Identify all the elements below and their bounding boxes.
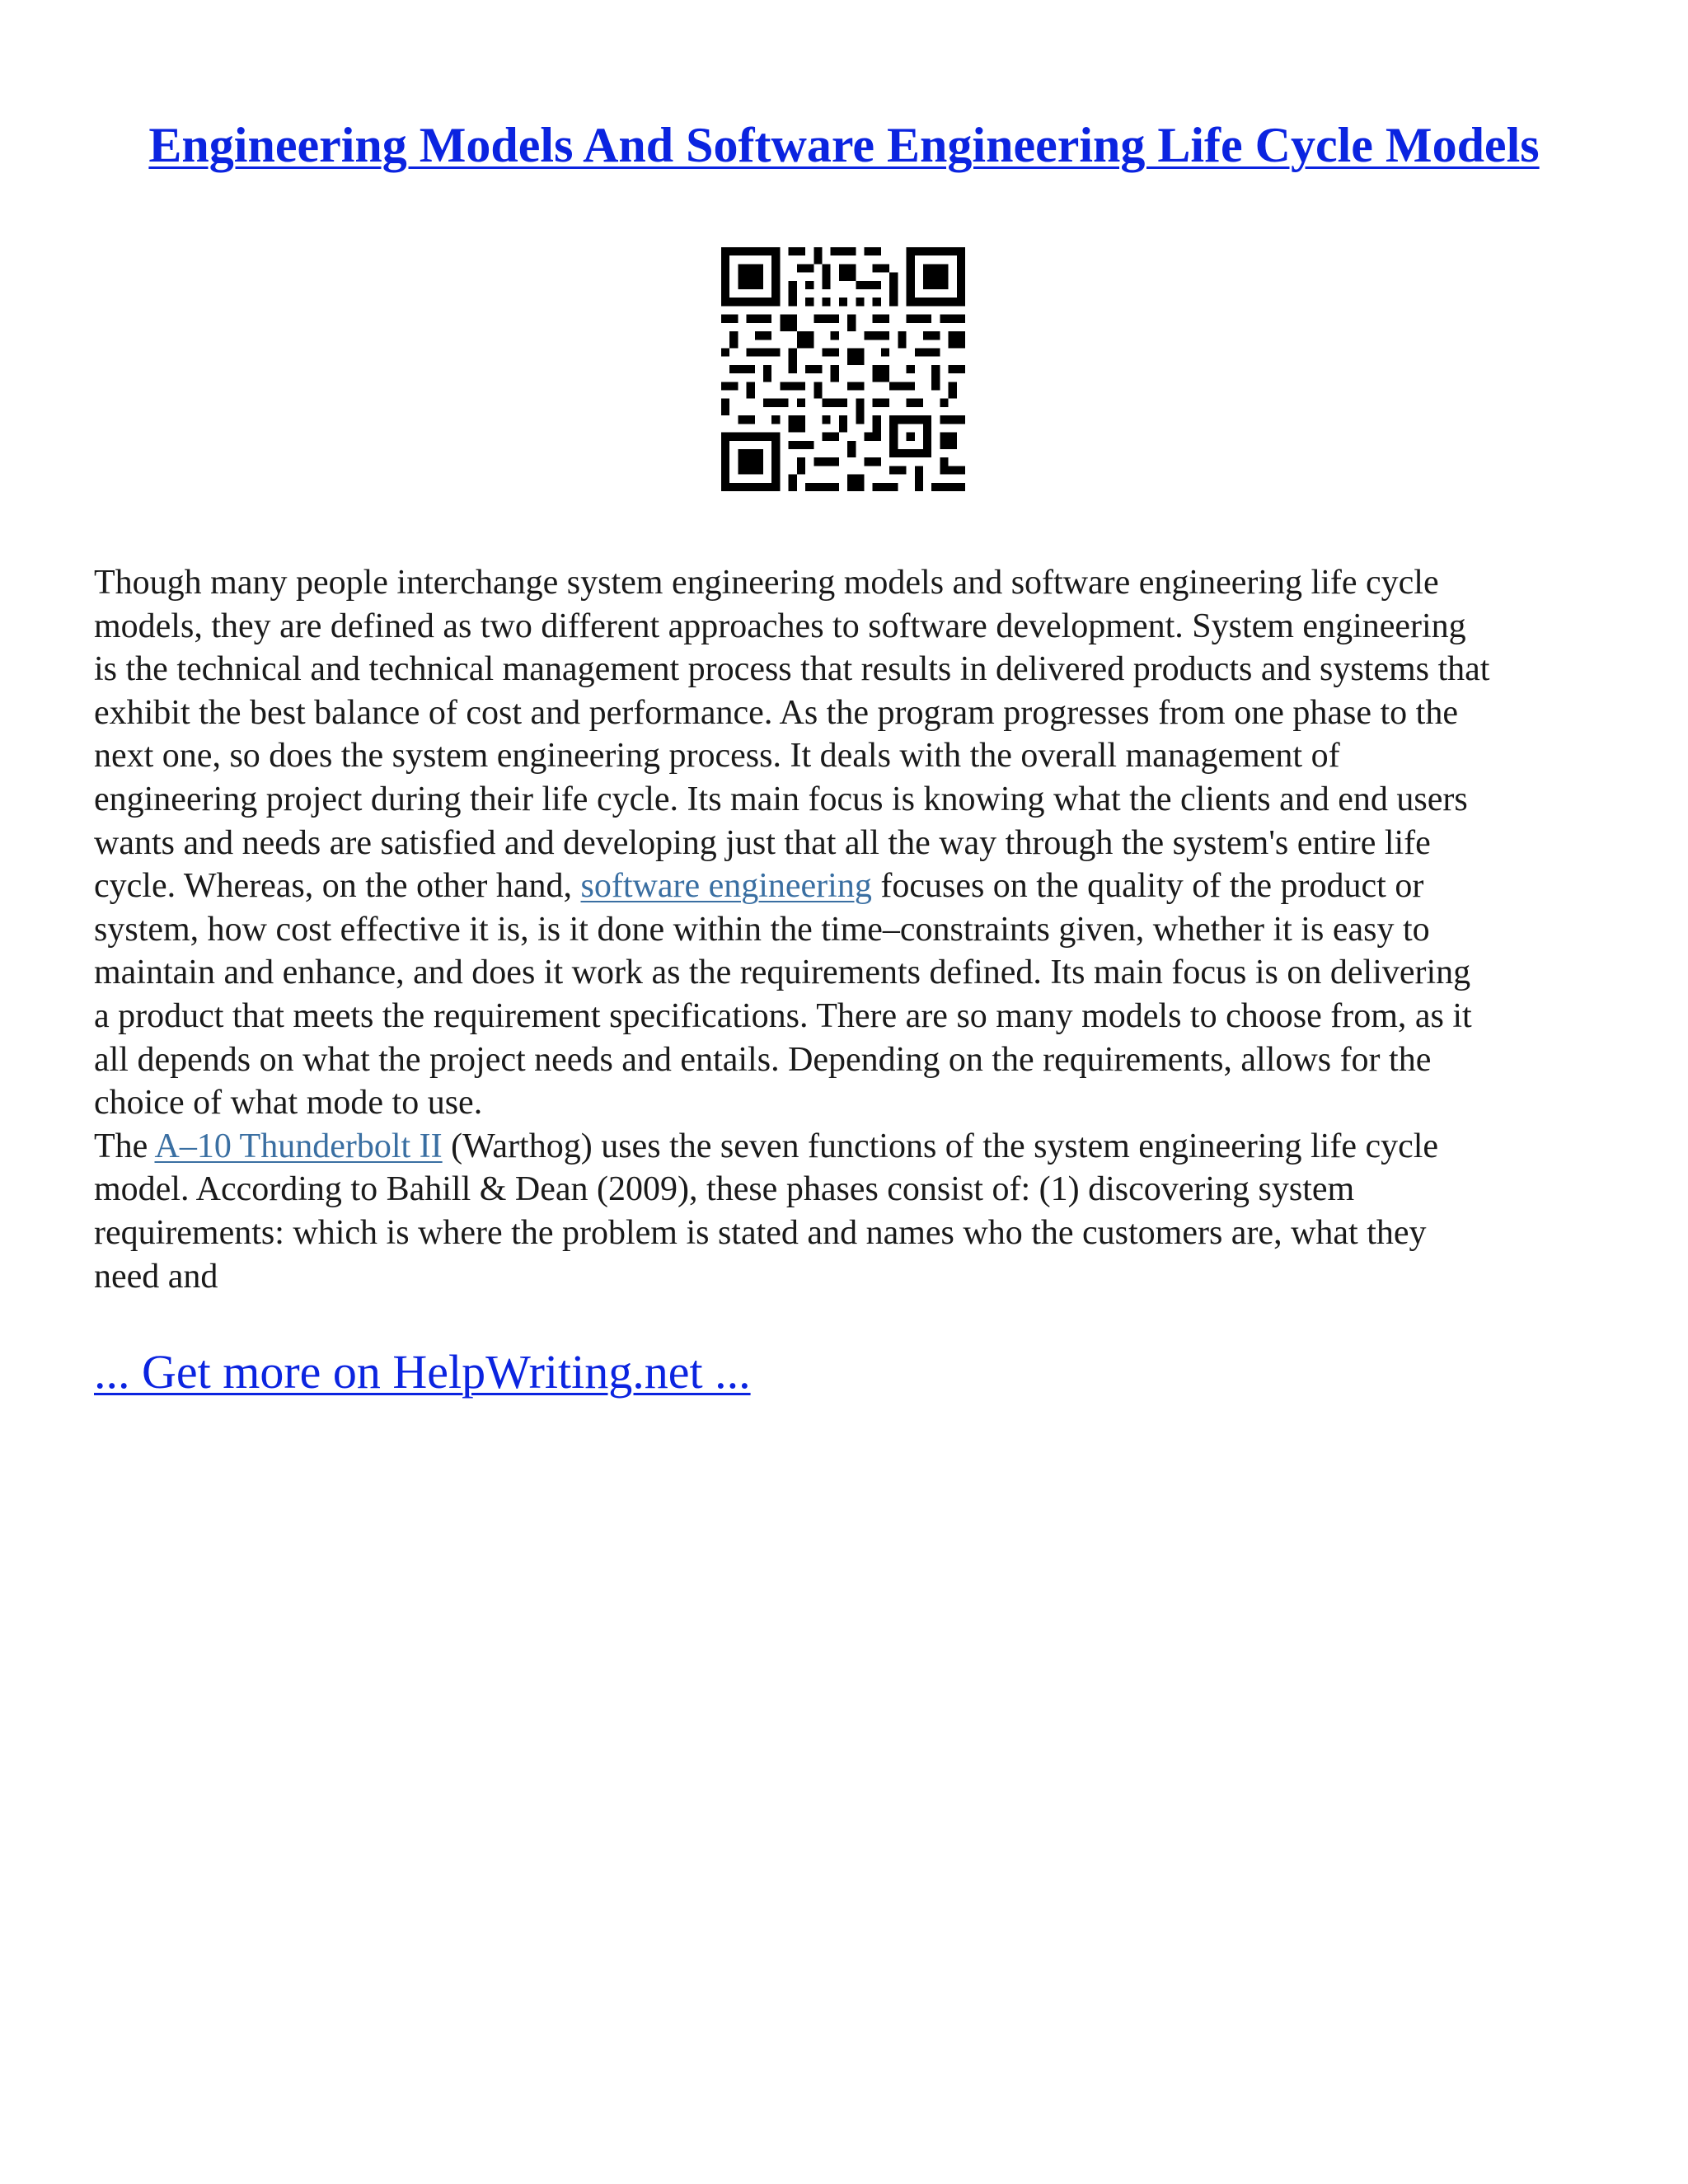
software-engineering-link[interactable]: software engineering (580, 867, 872, 906)
body-line: maintain and enhance, and does it work as the requirements defined. Its main focus is on delivering (94, 954, 1471, 992)
body-text-segment: cycle. Whereas, on the other hand, (94, 867, 581, 906)
body-line: models, they are defined as two different approaches to software development. System engineering (94, 607, 1466, 645)
body-line: engineering project during their life cycle. Its main focus is knowing what the clients and end users (94, 780, 1468, 818)
body-line: need and (94, 1257, 218, 1296)
body-line: requirements: which is where the problem is stated and names who the customers are, what they (94, 1213, 1427, 1252)
body-line (94, 865, 1602, 908)
body-line (94, 1125, 1602, 1169)
body-line: Though many people interchange system engineering models and software engineering life cycle (94, 564, 1439, 602)
get-more-section (94, 1343, 751, 1401)
body-line: next one, so does the system engineering process. It deals with the overall management of (94, 737, 1340, 776)
body-line: is the technical and technical management process that results in delivered products and systems that (94, 650, 1490, 689)
page-title (0, 115, 1688, 175)
body-line: a product that meets the requirement specifications. There are so many models to choose from, as it (94, 996, 1472, 1035)
get-more-link[interactable]: ... Get more on HelpWriting.net ... (94, 1345, 751, 1399)
article-body (94, 561, 1602, 1298)
body-text-segment: focuses on the quality of the product or (871, 867, 1424, 906)
body-text-segment: The (94, 1127, 155, 1165)
body-line: wants and needs are satisfied and developing just that all the way through the system's entire life (94, 823, 1431, 862)
body-text-segment: (Warthog) uses the seven functions of the system engineering life cycle (442, 1127, 1439, 1165)
title-link[interactable]: Engineering Models And Software Engineering Life Cycle Models (148, 118, 1540, 172)
body-line: choice of what mode to use. (94, 1084, 483, 1122)
qr-code (721, 247, 965, 491)
qr-code-image (721, 247, 965, 491)
body-line: model. According to Bahill & Dean (2009), these phases consist of: (1) discovering system (94, 1170, 1355, 1209)
body-line: system, how cost effective it is, is it done within the time–constraints given, whether it is easy to (94, 910, 1430, 949)
a10-thunderbolt-link[interactable]: A–10 Thunderbolt II (154, 1127, 443, 1165)
body-line: exhibit the best balance of cost and performance. As the program progresses from one phase to the (94, 693, 1458, 732)
body-line: all depends on what the project needs and entails. Depending on the requirements, allows for the (94, 1040, 1432, 1079)
